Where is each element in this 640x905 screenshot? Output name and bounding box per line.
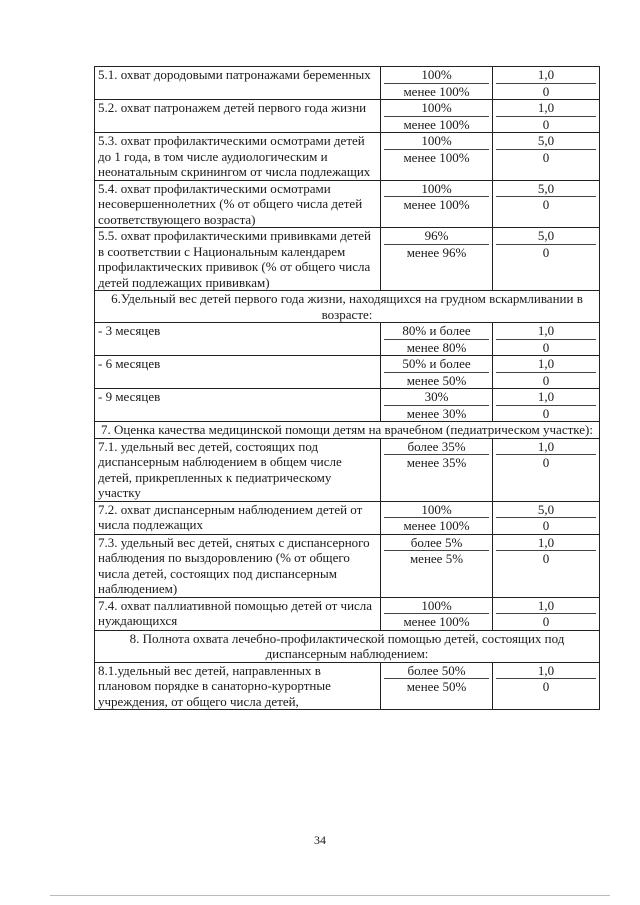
threshold-cell bbox=[381, 501, 493, 534]
scan-edge-line bbox=[50, 895, 610, 896]
section-heading: 8. Полнота охвата лечебно-профилактической помощью детей, состоящих под диспансерным наблюдением: bbox=[95, 630, 600, 662]
criterion-description: 5.3. охват профилактическими осмотрами детей до 1 года, в том числе аудиологическим и неонатальным скринингом от числа подлежащих bbox=[95, 133, 381, 181]
threshold-cell bbox=[381, 100, 493, 133]
points-value: 0 bbox=[542, 83, 550, 99]
points-value: 0 bbox=[542, 455, 550, 470]
points-value: 1,0 bbox=[496, 663, 596, 680]
criterion-description: - 9 месяцев bbox=[95, 389, 381, 422]
threshold-cell bbox=[381, 180, 493, 228]
points-cell bbox=[493, 133, 600, 181]
points-value: 1,0 bbox=[496, 67, 596, 84]
threshold-value: 100% bbox=[384, 502, 489, 519]
points-value: 5,0 bbox=[496, 502, 596, 519]
points-cell bbox=[493, 534, 600, 597]
table-row bbox=[95, 597, 600, 630]
threshold-value: 100% bbox=[384, 133, 489, 150]
criterion-description: 8.1.удельный вес детей, направленных в плановом порядке в санаторно-курортные учреждения, от общего числа детей, bbox=[95, 662, 381, 710]
criterion-description: 7.3. удельный вес детей, снятых с диспансерного наблюдения по выздоровлению (% от общего числа детей, состоящих под диспансерным наблюдением) bbox=[95, 534, 381, 597]
points-cell bbox=[493, 501, 600, 534]
threshold-cell bbox=[381, 662, 493, 710]
points-value: 0 bbox=[542, 339, 550, 355]
points-cell bbox=[493, 389, 600, 422]
points-value: 5,0 bbox=[496, 228, 596, 245]
points-cell bbox=[493, 180, 600, 228]
criterion-description: 5.4. охват профилактическими осмотрами несовершеннолетних (% от общего числа детей соответствующего возраста) bbox=[95, 180, 381, 228]
criterion-description: - 3 месяцев bbox=[95, 323, 381, 356]
threshold-cell bbox=[381, 356, 493, 389]
points-value: 1,0 bbox=[496, 100, 596, 117]
threshold-value: менее 50% bbox=[406, 372, 467, 388]
table-row bbox=[95, 662, 600, 710]
threshold-value: 100% bbox=[384, 100, 489, 117]
table-row bbox=[95, 67, 600, 100]
threshold-value: 100% bbox=[384, 181, 489, 198]
threshold-value: менее 30% bbox=[406, 405, 467, 421]
threshold-value: более 35% bbox=[384, 439, 489, 456]
points-value: 0 bbox=[542, 116, 550, 132]
threshold-value: менее 5% bbox=[409, 551, 464, 566]
points-value: 1,0 bbox=[496, 323, 596, 340]
threshold-value: 100% bbox=[384, 598, 489, 615]
threshold-cell bbox=[381, 133, 493, 181]
points-cell bbox=[493, 356, 600, 389]
table-row bbox=[95, 501, 600, 534]
points-cell bbox=[493, 438, 600, 501]
criteria-table bbox=[94, 66, 600, 710]
points-value: 0 bbox=[542, 149, 550, 165]
section-row bbox=[95, 422, 600, 439]
table-row bbox=[95, 534, 600, 597]
points-value: 0 bbox=[542, 551, 550, 566]
criterion-description: - 6 месяцев bbox=[95, 356, 381, 389]
criterion-description: 5.2. охват патронажем детей первого года жизни bbox=[95, 100, 381, 133]
points-value: 1,0 bbox=[496, 439, 596, 456]
criterion-description: 7.2. охват диспансерным наблюдением детей от числа подлежащих bbox=[95, 501, 381, 534]
points-cell bbox=[493, 597, 600, 630]
table-row bbox=[95, 228, 600, 291]
threshold-value: 100% bbox=[384, 67, 489, 84]
table-row bbox=[95, 180, 600, 228]
threshold-value: менее 100% bbox=[403, 197, 470, 212]
section-row bbox=[95, 291, 600, 323]
threshold-value: менее 35% bbox=[406, 455, 467, 470]
threshold-cell bbox=[381, 323, 493, 356]
section-heading: 7. Оценка качества медицинской помощи детям на врачебном (педиатрическом участке): bbox=[95, 422, 600, 439]
points-value: 0 bbox=[542, 244, 550, 260]
points-value: 0 bbox=[542, 614, 550, 629]
table-row bbox=[95, 133, 600, 181]
threshold-value: менее 100% bbox=[403, 116, 470, 132]
points-value: 0 bbox=[542, 679, 550, 694]
threshold-value: менее 50% bbox=[406, 679, 467, 694]
threshold-value: более 50% bbox=[384, 663, 489, 680]
threshold-cell bbox=[381, 228, 493, 291]
points-cell bbox=[493, 662, 600, 710]
criterion-description: 7.1. удельный вес детей, состоящих под диспансерным наблюдением в общем числе детей, прикрепленных к педиатрическому участку bbox=[95, 438, 381, 501]
points-value: 1,0 bbox=[496, 356, 596, 373]
criterion-description: 5.5. охват профилактическими прививками детей в соответствии с Национальным календарем профилактических прививок (% от общего числа детей подлежащих прививкам) bbox=[95, 228, 381, 291]
threshold-value: менее 96% bbox=[406, 244, 467, 260]
points-value: 1,0 bbox=[496, 389, 596, 406]
points-cell bbox=[493, 228, 600, 291]
threshold-value: менее 100% bbox=[403, 149, 470, 165]
threshold-cell bbox=[381, 389, 493, 422]
threshold-value: более 5% bbox=[384, 535, 489, 552]
section-heading: 6.Удельный вес детей первого года жизни, находящихся на грудном вскармливании в возрасте: bbox=[95, 291, 600, 323]
threshold-value: 96% bbox=[384, 228, 489, 245]
threshold-value: менее 100% bbox=[403, 518, 470, 533]
threshold-value: 30% bbox=[384, 389, 489, 406]
threshold-value: менее 80% bbox=[406, 339, 467, 355]
table-row bbox=[95, 389, 600, 422]
table-row bbox=[95, 438, 600, 501]
section-row bbox=[95, 630, 600, 662]
page-number: 34 bbox=[314, 833, 326, 847]
threshold-value: 80% и более bbox=[384, 323, 489, 340]
threshold-value: 50% и более bbox=[384, 356, 489, 373]
points-cell bbox=[493, 67, 600, 100]
table-row bbox=[95, 356, 600, 389]
points-cell bbox=[493, 100, 600, 133]
threshold-cell bbox=[381, 597, 493, 630]
threshold-cell bbox=[381, 438, 493, 501]
points-value: 0 bbox=[542, 372, 550, 388]
criterion-description: 5.1. охват дородовыми патронажами беременных bbox=[95, 67, 381, 100]
points-value: 5,0 bbox=[496, 181, 596, 198]
threshold-cell bbox=[381, 67, 493, 100]
points-value: 1,0 bbox=[496, 535, 596, 552]
points-value: 1,0 bbox=[496, 598, 596, 615]
table-row bbox=[95, 323, 600, 356]
points-value: 5,0 bbox=[496, 133, 596, 150]
points-value: 0 bbox=[542, 405, 550, 421]
threshold-cell bbox=[381, 534, 493, 597]
table-row bbox=[95, 100, 600, 133]
points-value: 0 bbox=[542, 197, 550, 212]
threshold-value: менее 100% bbox=[403, 83, 470, 99]
points-cell bbox=[493, 323, 600, 356]
criterion-description: 7.4. охват паллиативной помощью детей от числа нуждающихся bbox=[95, 597, 381, 630]
points-value: 0 bbox=[542, 518, 550, 533]
threshold-value: менее 100% bbox=[403, 614, 470, 629]
